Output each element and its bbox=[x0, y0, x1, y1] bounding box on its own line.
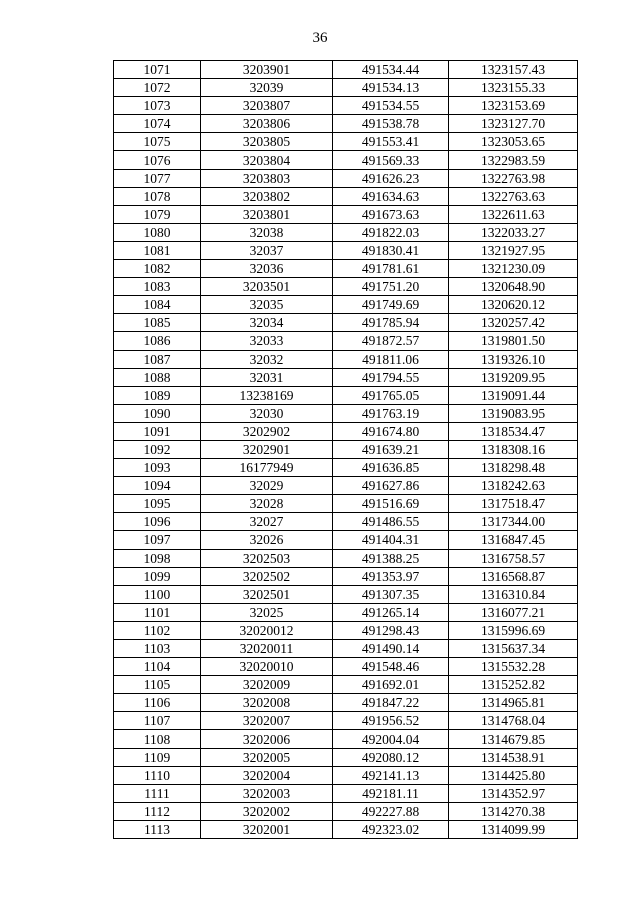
point-id-cell: 32026 bbox=[201, 531, 333, 549]
x-coordinate-cell: 491298.43 bbox=[333, 621, 449, 639]
point-id-cell: 3202001 bbox=[201, 820, 333, 838]
x-coordinate-cell: 491516.69 bbox=[333, 495, 449, 513]
point-number-cell: 1080 bbox=[114, 223, 201, 241]
y-coordinate-cell: 1318242.63 bbox=[449, 477, 578, 495]
table-row bbox=[114, 748, 578, 766]
y-coordinate-cell: 1322033.27 bbox=[449, 223, 578, 241]
point-number-cell: 1108 bbox=[114, 730, 201, 748]
x-coordinate-cell: 492227.88 bbox=[333, 802, 449, 820]
point-number-cell: 1074 bbox=[114, 115, 201, 133]
page-number: 36 bbox=[312, 30, 328, 46]
y-coordinate-cell: 1314679.85 bbox=[449, 730, 578, 748]
point-id-cell: 3203802 bbox=[201, 187, 333, 205]
point-number-cell: 1073 bbox=[114, 97, 201, 115]
point-number-cell: 1097 bbox=[114, 531, 201, 549]
x-coordinate-cell: 491548.46 bbox=[333, 658, 449, 676]
y-coordinate-cell: 1316568.87 bbox=[449, 567, 578, 585]
y-coordinate-cell: 1321927.95 bbox=[449, 241, 578, 259]
point-id-cell: 3202006 bbox=[201, 730, 333, 748]
table-row bbox=[114, 278, 578, 296]
x-coordinate-cell: 491872.57 bbox=[333, 332, 449, 350]
y-coordinate-cell: 1322983.59 bbox=[449, 151, 578, 169]
point-number-cell: 1079 bbox=[114, 205, 201, 223]
x-coordinate-cell: 491265.14 bbox=[333, 603, 449, 621]
table-row bbox=[114, 495, 578, 513]
coordinates-table-body bbox=[114, 61, 578, 839]
y-coordinate-cell: 1316758.57 bbox=[449, 549, 578, 567]
y-coordinate-cell: 1315252.82 bbox=[449, 676, 578, 694]
x-coordinate-cell: 491538.78 bbox=[333, 115, 449, 133]
point-number-cell: 1086 bbox=[114, 332, 201, 350]
table-row bbox=[114, 820, 578, 838]
y-coordinate-cell: 1315637.34 bbox=[449, 640, 578, 658]
x-coordinate-cell: 491830.41 bbox=[333, 241, 449, 259]
y-coordinate-cell: 1314270.38 bbox=[449, 802, 578, 820]
point-number-cell: 1094 bbox=[114, 477, 201, 495]
point-id-cell: 3203801 bbox=[201, 205, 333, 223]
y-coordinate-cell: 1314099.99 bbox=[449, 820, 578, 838]
point-id-cell: 32029 bbox=[201, 477, 333, 495]
y-coordinate-cell: 1314965.81 bbox=[449, 694, 578, 712]
x-coordinate-cell: 491749.69 bbox=[333, 296, 449, 314]
x-coordinate-cell: 491781.61 bbox=[333, 260, 449, 278]
point-id-cell: 3202007 bbox=[201, 712, 333, 730]
table-row bbox=[114, 621, 578, 639]
point-number-cell: 1083 bbox=[114, 278, 201, 296]
x-coordinate-cell: 491534.44 bbox=[333, 61, 449, 79]
point-number-cell: 1082 bbox=[114, 260, 201, 278]
point-number-cell: 1105 bbox=[114, 676, 201, 694]
table-row bbox=[114, 712, 578, 730]
y-coordinate-cell: 1317344.00 bbox=[449, 513, 578, 531]
x-coordinate-cell: 491765.05 bbox=[333, 386, 449, 404]
table-row bbox=[114, 61, 578, 79]
point-id-cell: 32030 bbox=[201, 404, 333, 422]
x-coordinate-cell: 491534.55 bbox=[333, 97, 449, 115]
y-coordinate-cell: 1314538.91 bbox=[449, 748, 578, 766]
y-coordinate-cell: 1319326.10 bbox=[449, 350, 578, 368]
y-coordinate-cell: 1323153.69 bbox=[449, 97, 578, 115]
table-row bbox=[114, 567, 578, 585]
table-row bbox=[114, 350, 578, 368]
table-row bbox=[114, 766, 578, 784]
y-coordinate-cell: 1314352.97 bbox=[449, 784, 578, 802]
table-row bbox=[114, 241, 578, 259]
table-row bbox=[114, 784, 578, 802]
x-coordinate-cell: 491763.19 bbox=[333, 404, 449, 422]
table-row bbox=[114, 187, 578, 205]
x-coordinate-cell: 491626.23 bbox=[333, 169, 449, 187]
table-row bbox=[114, 205, 578, 223]
x-coordinate-cell: 491388.25 bbox=[333, 549, 449, 567]
x-coordinate-cell: 492080.12 bbox=[333, 748, 449, 766]
point-id-cell: 3202901 bbox=[201, 440, 333, 458]
table-row bbox=[114, 332, 578, 350]
x-coordinate-cell: 492004.04 bbox=[333, 730, 449, 748]
y-coordinate-cell: 1321230.09 bbox=[449, 260, 578, 278]
y-coordinate-cell: 1323053.65 bbox=[449, 133, 578, 151]
y-coordinate-cell: 1314768.04 bbox=[449, 712, 578, 730]
point-id-cell: 3203807 bbox=[201, 97, 333, 115]
x-coordinate-cell: 491307.35 bbox=[333, 585, 449, 603]
point-id-cell: 32036 bbox=[201, 260, 333, 278]
point-number-cell: 1071 bbox=[114, 61, 201, 79]
table-row bbox=[114, 658, 578, 676]
y-coordinate-cell: 1322763.63 bbox=[449, 187, 578, 205]
point-number-cell: 1090 bbox=[114, 404, 201, 422]
point-id-cell: 3203804 bbox=[201, 151, 333, 169]
point-id-cell: 32020010 bbox=[201, 658, 333, 676]
point-number-cell: 1098 bbox=[114, 549, 201, 567]
point-number-cell: 1076 bbox=[114, 151, 201, 169]
point-id-cell: 32033 bbox=[201, 332, 333, 350]
table-row bbox=[114, 730, 578, 748]
point-id-cell: 32031 bbox=[201, 368, 333, 386]
point-number-cell: 1081 bbox=[114, 241, 201, 259]
x-coordinate-cell: 491794.55 bbox=[333, 368, 449, 386]
point-number-cell: 1085 bbox=[114, 314, 201, 332]
y-coordinate-cell: 1323157.43 bbox=[449, 61, 578, 79]
point-id-cell: 16177949 bbox=[201, 459, 333, 477]
y-coordinate-cell: 1322611.63 bbox=[449, 205, 578, 223]
x-coordinate-cell: 491822.03 bbox=[333, 223, 449, 241]
point-id-cell: 3202501 bbox=[201, 585, 333, 603]
x-coordinate-cell: 491785.94 bbox=[333, 314, 449, 332]
table-row bbox=[114, 97, 578, 115]
x-coordinate-cell: 491627.86 bbox=[333, 477, 449, 495]
point-id-cell: 32028 bbox=[201, 495, 333, 513]
point-id-cell: 3203803 bbox=[201, 169, 333, 187]
table-row bbox=[114, 549, 578, 567]
point-id-cell: 3202902 bbox=[201, 422, 333, 440]
point-number-cell: 1075 bbox=[114, 133, 201, 151]
x-coordinate-cell: 491553.41 bbox=[333, 133, 449, 151]
point-id-cell: 3203805 bbox=[201, 133, 333, 151]
point-id-cell: 32020011 bbox=[201, 640, 333, 658]
point-id-cell: 3202003 bbox=[201, 784, 333, 802]
point-number-cell: 1089 bbox=[114, 386, 201, 404]
y-coordinate-cell: 1320648.90 bbox=[449, 278, 578, 296]
x-coordinate-cell: 491956.52 bbox=[333, 712, 449, 730]
y-coordinate-cell: 1323155.33 bbox=[449, 79, 578, 97]
table-row bbox=[114, 79, 578, 97]
y-coordinate-cell: 1318308.16 bbox=[449, 440, 578, 458]
table-row bbox=[114, 513, 578, 531]
x-coordinate-cell: 491486.55 bbox=[333, 513, 449, 531]
y-coordinate-cell: 1322763.98 bbox=[449, 169, 578, 187]
table-row bbox=[114, 531, 578, 549]
y-coordinate-cell: 1316077.21 bbox=[449, 603, 578, 621]
point-id-cell: 3203501 bbox=[201, 278, 333, 296]
x-coordinate-cell: 492323.02 bbox=[333, 820, 449, 838]
table-row bbox=[114, 296, 578, 314]
x-coordinate-cell: 491847.22 bbox=[333, 694, 449, 712]
x-coordinate-cell: 491636.85 bbox=[333, 459, 449, 477]
coordinates-table bbox=[113, 60, 578, 839]
point-number-cell: 1087 bbox=[114, 350, 201, 368]
table-row bbox=[114, 422, 578, 440]
point-id-cell: 3202009 bbox=[201, 676, 333, 694]
x-coordinate-cell: 491634.63 bbox=[333, 187, 449, 205]
point-id-cell: 32034 bbox=[201, 314, 333, 332]
y-coordinate-cell: 1317518.47 bbox=[449, 495, 578, 513]
table-row bbox=[114, 115, 578, 133]
point-number-cell: 1091 bbox=[114, 422, 201, 440]
x-coordinate-cell: 492181.11 bbox=[333, 784, 449, 802]
table-row bbox=[114, 404, 578, 422]
y-coordinate-cell: 1319209.95 bbox=[449, 368, 578, 386]
table-row bbox=[114, 459, 578, 477]
y-coordinate-cell: 1320620.12 bbox=[449, 296, 578, 314]
x-coordinate-cell: 491490.14 bbox=[333, 640, 449, 658]
point-id-cell: 3202503 bbox=[201, 549, 333, 567]
point-number-cell: 1077 bbox=[114, 169, 201, 187]
y-coordinate-cell: 1316310.84 bbox=[449, 585, 578, 603]
table-row bbox=[114, 585, 578, 603]
point-number-cell: 1106 bbox=[114, 694, 201, 712]
point-number-cell: 1096 bbox=[114, 513, 201, 531]
point-number-cell: 1104 bbox=[114, 658, 201, 676]
y-coordinate-cell: 1318534.47 bbox=[449, 422, 578, 440]
point-number-cell: 1111 bbox=[114, 784, 201, 802]
table-row bbox=[114, 802, 578, 820]
x-coordinate-cell: 491569.33 bbox=[333, 151, 449, 169]
point-id-cell: 3202502 bbox=[201, 567, 333, 585]
point-id-cell: 3202008 bbox=[201, 694, 333, 712]
y-coordinate-cell: 1323127.70 bbox=[449, 115, 578, 133]
table-row bbox=[114, 169, 578, 187]
table-row bbox=[114, 477, 578, 495]
point-number-cell: 1110 bbox=[114, 766, 201, 784]
point-id-cell: 32025 bbox=[201, 603, 333, 621]
x-coordinate-cell: 491673.63 bbox=[333, 205, 449, 223]
point-number-cell: 1072 bbox=[114, 79, 201, 97]
y-coordinate-cell: 1314425.80 bbox=[449, 766, 578, 784]
x-coordinate-cell: 491751.20 bbox=[333, 278, 449, 296]
table-row bbox=[114, 368, 578, 386]
y-coordinate-cell: 1315532.28 bbox=[449, 658, 578, 676]
x-coordinate-cell: 491404.31 bbox=[333, 531, 449, 549]
point-number-cell: 1088 bbox=[114, 368, 201, 386]
point-number-cell: 1084 bbox=[114, 296, 201, 314]
x-coordinate-cell: 491674.80 bbox=[333, 422, 449, 440]
point-id-cell: 3202005 bbox=[201, 748, 333, 766]
table-row bbox=[114, 133, 578, 151]
table-row bbox=[114, 603, 578, 621]
point-number-cell: 1109 bbox=[114, 748, 201, 766]
point-number-cell: 1092 bbox=[114, 440, 201, 458]
y-coordinate-cell: 1318298.48 bbox=[449, 459, 578, 477]
point-id-cell: 3202004 bbox=[201, 766, 333, 784]
x-coordinate-cell: 491692.01 bbox=[333, 676, 449, 694]
x-coordinate-cell: 491534.13 bbox=[333, 79, 449, 97]
point-number-cell: 1102 bbox=[114, 621, 201, 639]
point-id-cell: 3203901 bbox=[201, 61, 333, 79]
point-id-cell: 32027 bbox=[201, 513, 333, 531]
point-number-cell: 1101 bbox=[114, 603, 201, 621]
point-id-cell: 3202002 bbox=[201, 802, 333, 820]
point-number-cell: 1099 bbox=[114, 567, 201, 585]
point-number-cell: 1095 bbox=[114, 495, 201, 513]
point-id-cell: 32035 bbox=[201, 296, 333, 314]
point-number-cell: 1103 bbox=[114, 640, 201, 658]
point-number-cell: 1113 bbox=[114, 820, 201, 838]
table-row bbox=[114, 260, 578, 278]
point-id-cell: 32020012 bbox=[201, 621, 333, 639]
point-id-cell: 32039 bbox=[201, 79, 333, 97]
point-id-cell: 32037 bbox=[201, 241, 333, 259]
point-id-cell: 32032 bbox=[201, 350, 333, 368]
table-row bbox=[114, 386, 578, 404]
table-row bbox=[114, 223, 578, 241]
table-row bbox=[114, 440, 578, 458]
x-coordinate-cell: 491639.21 bbox=[333, 440, 449, 458]
table-row bbox=[114, 640, 578, 658]
x-coordinate-cell: 492141.13 bbox=[333, 766, 449, 784]
point-number-cell: 1112 bbox=[114, 802, 201, 820]
point-id-cell: 13238169 bbox=[201, 386, 333, 404]
point-id-cell: 3203806 bbox=[201, 115, 333, 133]
y-coordinate-cell: 1320257.42 bbox=[449, 314, 578, 332]
table-row bbox=[114, 151, 578, 169]
point-number-cell: 1100 bbox=[114, 585, 201, 603]
y-coordinate-cell: 1315996.69 bbox=[449, 621, 578, 639]
y-coordinate-cell: 1316847.45 bbox=[449, 531, 578, 549]
x-coordinate-cell: 491811.06 bbox=[333, 350, 449, 368]
y-coordinate-cell: 1319083.95 bbox=[449, 404, 578, 422]
point-number-cell: 1093 bbox=[114, 459, 201, 477]
y-coordinate-cell: 1319091.44 bbox=[449, 386, 578, 404]
table-row bbox=[114, 314, 578, 332]
point-number-cell: 1107 bbox=[114, 712, 201, 730]
x-coordinate-cell: 491353.97 bbox=[333, 567, 449, 585]
point-id-cell: 32038 bbox=[201, 223, 333, 241]
table-row bbox=[114, 676, 578, 694]
point-number-cell: 1078 bbox=[114, 187, 201, 205]
table-row bbox=[114, 694, 578, 712]
y-coordinate-cell: 1319801.50 bbox=[449, 332, 578, 350]
